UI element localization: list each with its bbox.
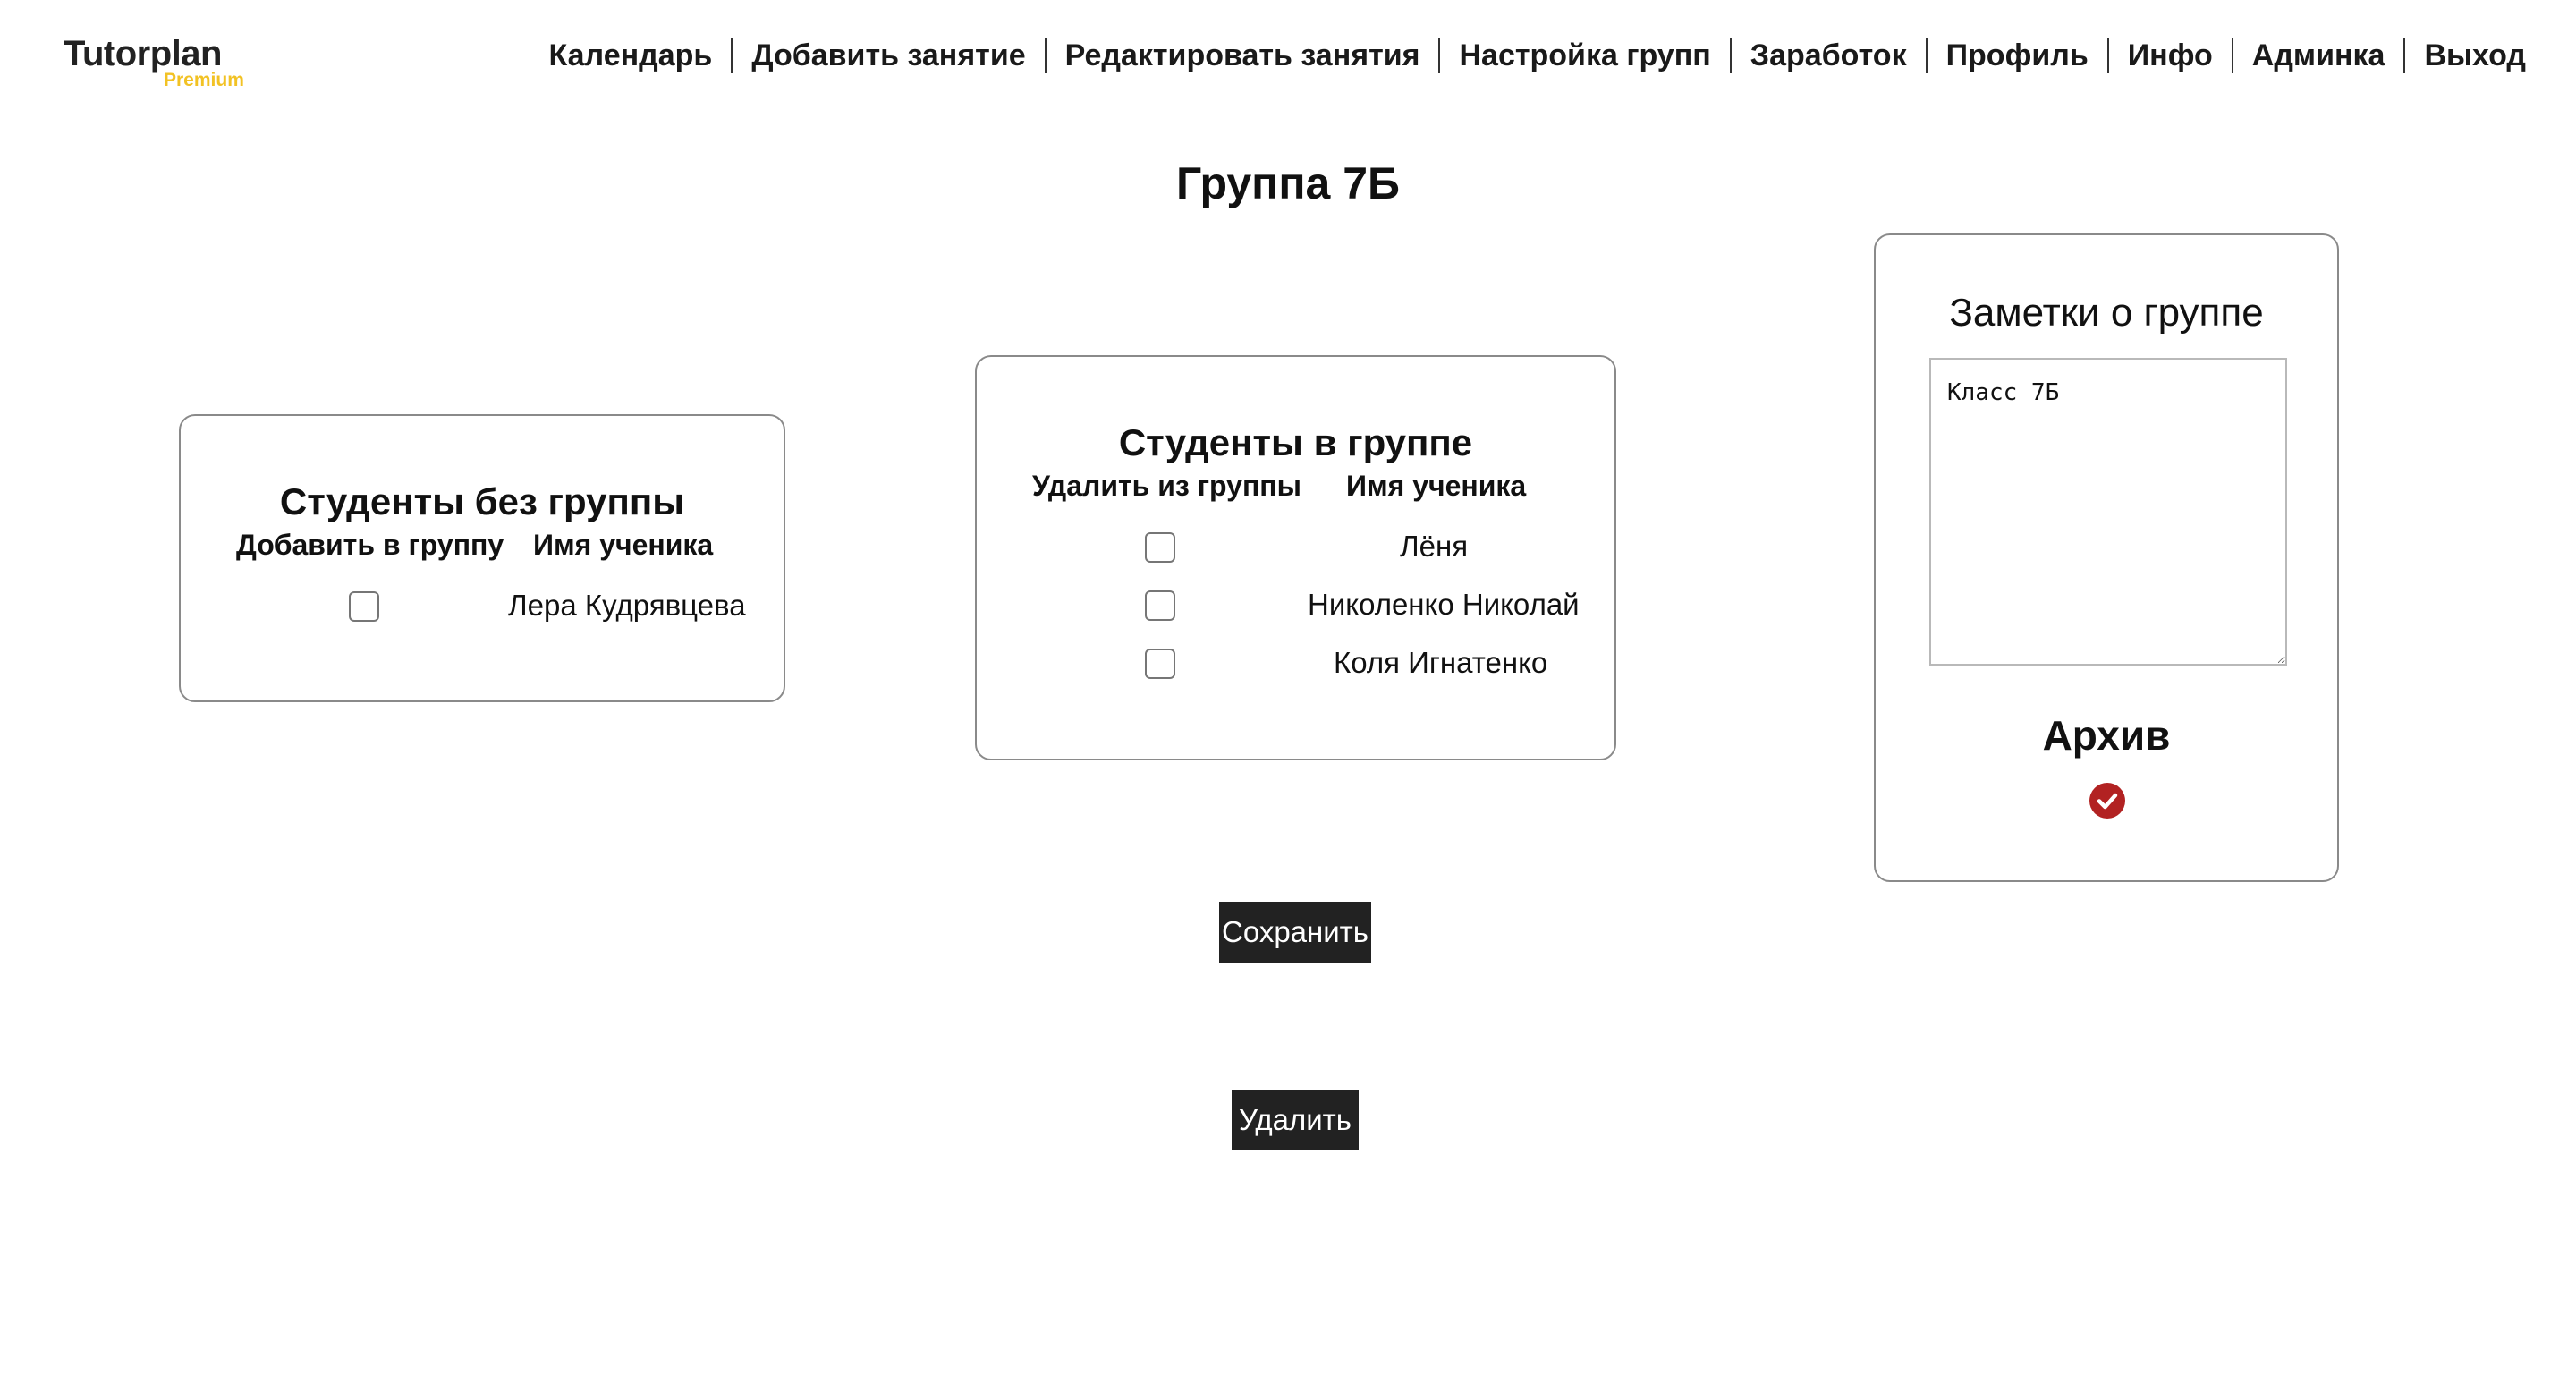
logo-tier-badge: Premium [164,70,244,90]
group-notes-card [1874,233,2339,882]
nav-item-edit-lessons[interactable]: Редактировать занятия [1064,38,1420,72]
remove-from-group-checkbox[interactable] [1145,590,1175,621]
student-name: Николенко Николай [1308,588,1580,621]
ungrouped-card-title: Студенты без группы [279,480,685,522]
nav-item-admin[interactable]: Админка [2251,38,2385,72]
nav-item-calendar[interactable]: Календарь [548,38,713,72]
archive-checkbox[interactable] [2089,783,2125,819]
main-nav [530,34,2526,77]
logo-name: Tutorplan [64,34,222,73]
nav-item-profile[interactable]: Профиль [1945,38,2089,72]
student-name: Лера Кудрявцева [508,589,746,622]
group-card-title: Студенты в группе [1118,421,1473,463]
checkmark-icon [2089,783,2125,819]
notes-card-title: Заметки о группе [1949,291,2264,335]
save-button[interactable]: Сохранить [1219,902,1371,963]
student-name: Лёня [1400,530,1469,563]
nav-item-add-lesson[interactable]: Добавить занятие [751,38,1026,72]
add-to-group-column-header: Добавить в группу [236,529,504,561]
remove-from-group-column-header: Удалить из группы [1032,470,1301,502]
nav-item-earnings[interactable]: Заработок [1750,38,1907,72]
archive-label: Архив [2042,712,2171,759]
nav-item-info[interactable]: Инфо [2127,38,2213,72]
page-title: Группа 7Б [1176,158,1400,208]
delete-button[interactable]: Удалить [1232,1090,1359,1150]
group-students-card [975,355,1616,760]
ungrouped-students-card [179,414,785,702]
remove-from-group-checkbox[interactable] [1145,532,1175,563]
student-name: Коля Игнатенко [1334,646,1548,679]
logo[interactable] [64,30,260,93]
student-name-column-header: Имя ученика [533,529,714,561]
add-to-group-checkbox[interactable] [349,591,379,622]
group-notes-textarea[interactable] [1929,358,2287,666]
nav-item-logout[interactable]: Выход [2424,38,2526,72]
student-name-column-header: Имя ученика [1346,470,1527,502]
nav-item-group-settings[interactable]: Настройка групп [1459,38,1711,72]
remove-from-group-checkbox[interactable] [1145,649,1175,679]
